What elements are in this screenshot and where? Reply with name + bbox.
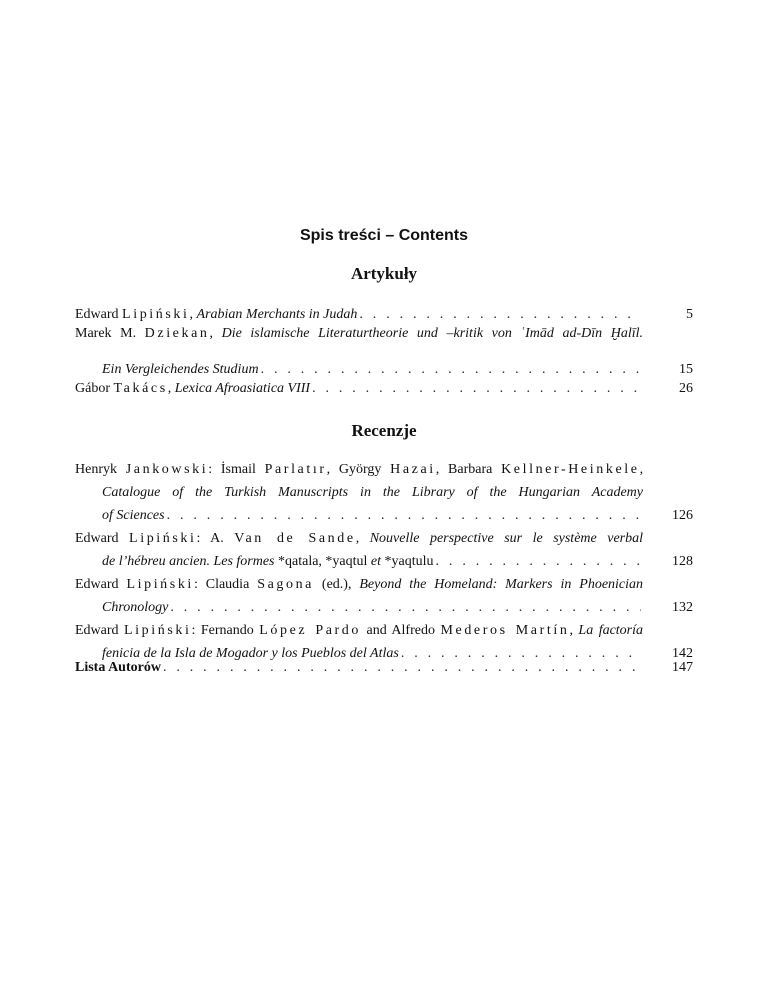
leader-dots [312,379,641,398]
page-number: 126 [672,508,693,523]
review-title: Catalogue of the Turkish Manuscripts in the Library of the Hungarian Academy [102,485,643,500]
toc-entry[interactable]: Henryk Jankowski: İsmail Parlatır, György Hazai, Barbara Kellner-Heinkele, Catalogue of the Turkish Manuscripts in the Library of the Hungarian Academy of Sciences . . . 126 [75,460,693,525]
reviewer-first: Henryk [75,462,117,477]
reviews-list [75,460,693,663]
author-last: Lipiński [122,307,190,322]
leader-dots [261,360,641,379]
authors-list-entry[interactable] [75,658,693,677]
author-first: Gábor [75,381,110,396]
review-title: Beyond the Homeland: Markers in Phoenician [359,577,644,592]
section-heading-reviews: Recenzje [351,421,417,440]
page-number: 26 [679,381,693,396]
toc-entry[interactable]: Edward Lipiński: A. Van de Sande, Nouvelle perspective sur le système verbal de l’hébreu ancien. Les formes *qatala, *yaqtul et *yaqtulu . . . 128 [75,529,693,571]
author-first: Edward [75,307,119,322]
page-number: 15 [679,362,693,377]
reviewer-last: Jankowski [125,462,209,477]
leader-dots [436,552,641,571]
leader-dots [167,506,641,525]
toc-entry[interactable]: Marek M. Dziekan, Die islamische Literaturtheorie und –kritik von ʿImād ad-Dīn Ḫalīl. Ein Vergleichendes Studium . . . 15 [75,324,693,379]
leader-dots [170,598,641,617]
authors-list-label: Lista Autorów [75,660,161,675]
review-title-cont: of Sciences [102,508,165,523]
contents-page [75,0,693,994]
toc-entry[interactable]: Edward Lipiński: Fernando López Pardo and Alfredo Mederos Martín, La factoría fenicia de la Isla de Mogador y los Pueblos del Atlas . . . 142 [75,621,693,663]
articles-list [75,305,693,398]
page-title: Spis treści – Contents [299,227,469,244]
article-title: Die islamische Literaturtheorie und –kritik von ʿImād ad-Dīn Ḫalīl. [221,326,643,341]
page-number: 128 [672,554,693,569]
review-title: Nouvelle perspective sur le système verbal [369,531,643,546]
page-number: 5 [686,307,693,322]
section-heading-articles: Artykuły [350,264,418,283]
author-last: Dziekan [144,326,210,341]
leader-dots [359,305,641,324]
toc-entry[interactable]: Edward Lipiński, Arabian Merchants in Judah . . . 5 [75,305,693,324]
author-first: Marek M. [75,326,137,341]
page-number: 132 [672,600,693,615]
article-title: Lexica Afroasiatica VIII [174,381,311,396]
author-last: Takács [113,381,168,396]
page-number: 142 [672,646,693,661]
toc-entry[interactable]: Edward Lipiński: Claudia Sagona (ed.), Beyond the Homeland: Markers in Phoenician Chronology . . . 132 [75,575,693,617]
article-title: Arabian Merchants in Judah [196,307,358,322]
page-number: 147 [672,660,693,675]
article-title-cont: Ein Vergleichendes Studium [102,362,259,377]
leader-dots [163,658,641,677]
review-title: La factoría [578,623,644,638]
toc-entry[interactable]: Gábor Takács, Lexica Afroasiatica VIII . . . 26 [75,379,693,398]
